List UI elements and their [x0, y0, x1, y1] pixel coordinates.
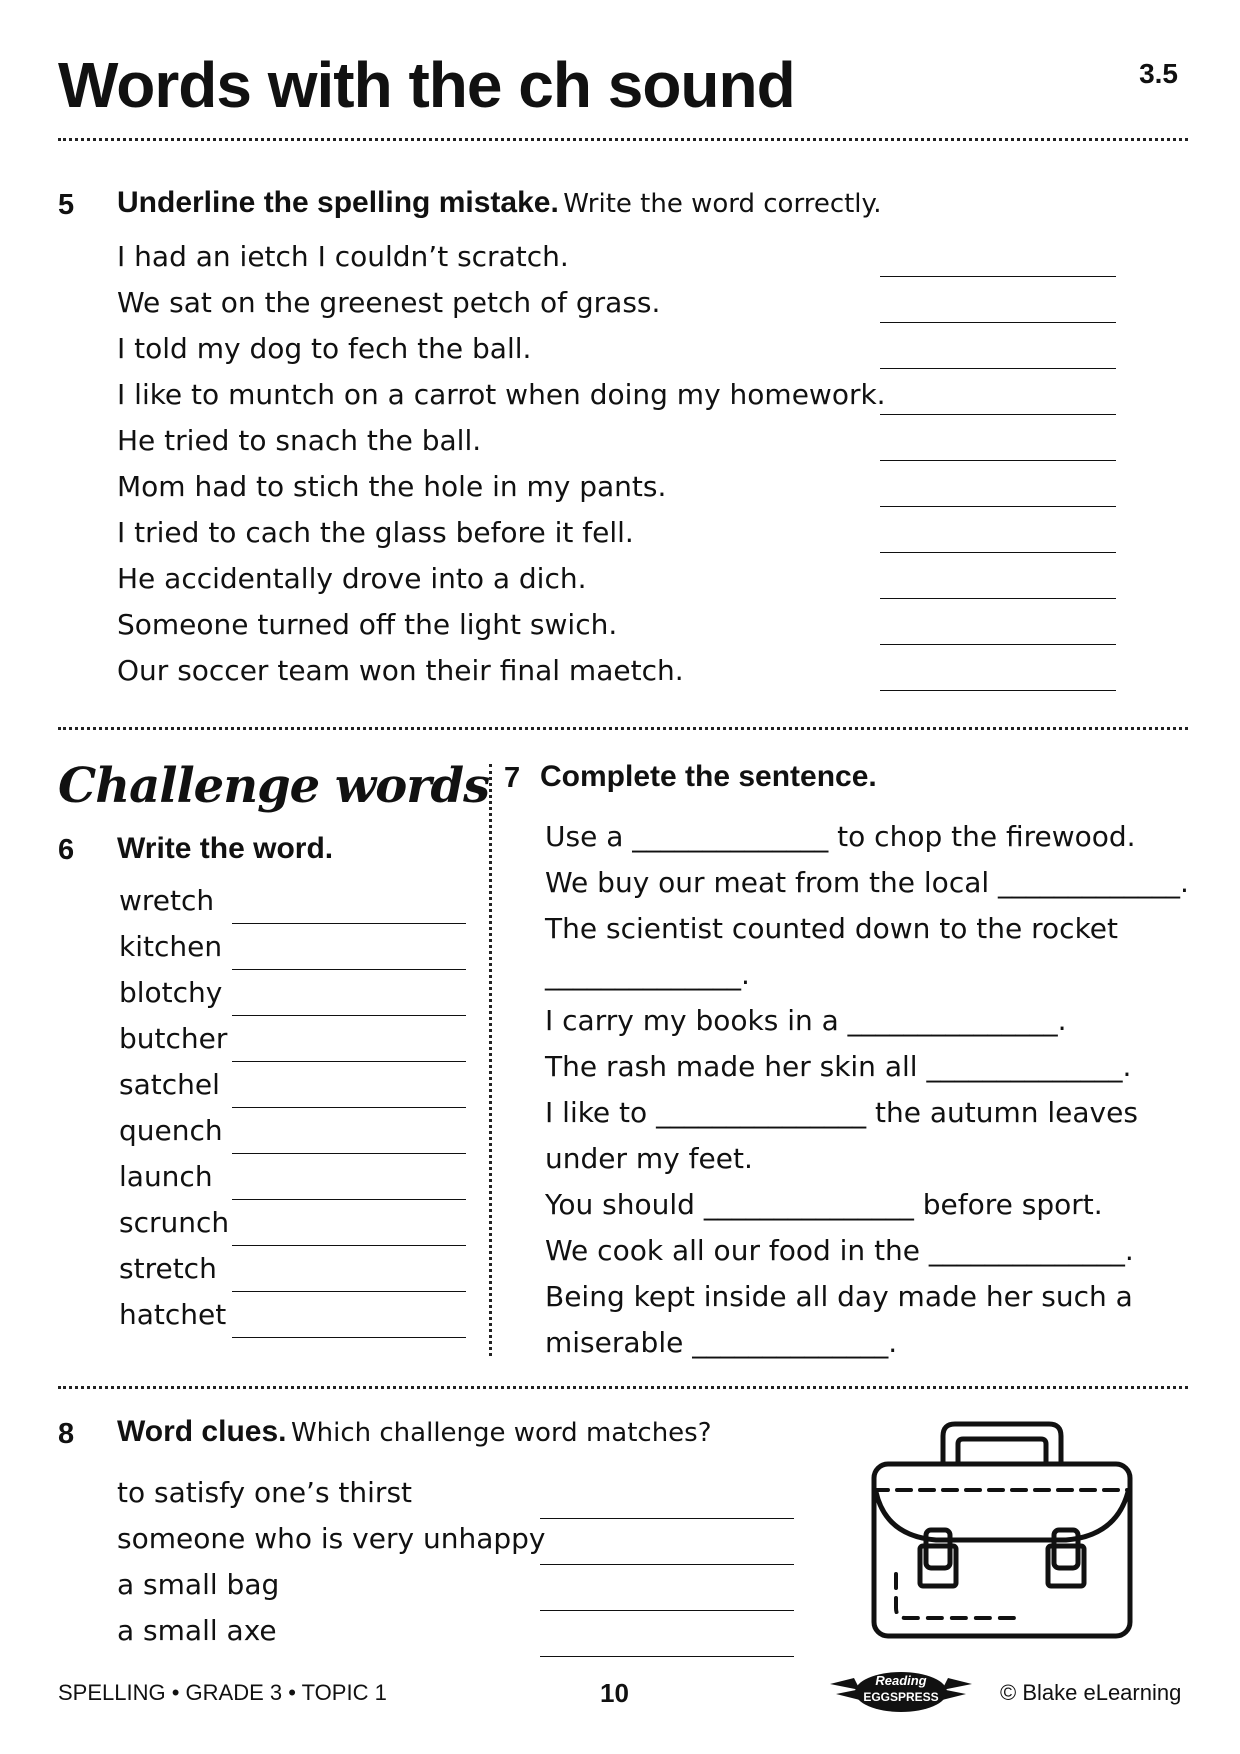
footer-course: SPELLING • GRADE 3 • TOPIC 1	[58, 1680, 387, 1705]
dotted-divider	[58, 727, 1188, 730]
challenge-word: quench	[119, 1114, 223, 1147]
satchel-icon	[866, 1418, 1136, 1640]
sentence: I told my dog to fech the ball.	[117, 332, 532, 365]
challenge-word: butcher	[119, 1022, 228, 1055]
page-code: 3.5	[1139, 58, 1178, 89]
answer-line[interactable]	[232, 1291, 466, 1292]
sentence: He accidentally drove into a dich.	[117, 562, 587, 595]
answer-line[interactable]	[880, 644, 1116, 645]
fill-in-sentence-line[interactable]: We cook all our food in the ______________.	[545, 1234, 1134, 1267]
page-number: 10	[600, 1678, 629, 1708]
answer-line[interactable]	[880, 460, 1116, 461]
sentence: We sat on the greenest petch of grass.	[117, 286, 661, 319]
answer-line[interactable]	[540, 1564, 794, 1565]
dotted-divider	[58, 138, 1188, 141]
challenge-word: blotchy	[119, 976, 223, 1009]
sentence: I had an ietch I couldn’t scratch.	[117, 240, 569, 273]
answer-line[interactable]	[880, 506, 1116, 507]
answer-line[interactable]	[880, 276, 1116, 277]
logo-text-line2: EGGSPRESS	[863, 1690, 939, 1704]
fill-in-sentence-line[interactable]: ______________.	[545, 958, 750, 991]
answer-line[interactable]	[540, 1656, 794, 1657]
answer-line[interactable]	[232, 969, 466, 970]
fill-in-sentence-line[interactable]: We buy our meat from the local _____________.	[545, 866, 1189, 899]
question-heading: Underline the spelling mistake.	[117, 186, 559, 219]
answer-line[interactable]	[232, 1245, 466, 1246]
challenge-word: satchel	[119, 1068, 220, 1101]
fill-in-sentence-line[interactable]: Being kept inside all day made her such a	[545, 1280, 1133, 1313]
question-5-heading	[117, 186, 881, 220]
fill-in-sentence-line[interactable]: The scientist counted down to the rocket	[545, 912, 1118, 945]
question-instruction: Which challenge word matches?	[290, 1418, 712, 1448]
dotted-divider	[58, 1386, 1188, 1389]
question-7-heading: Complete the sentence.	[540, 760, 877, 793]
answer-line[interactable]	[232, 1153, 466, 1154]
question-number: 8	[58, 1418, 75, 1450]
word-clue: someone who is very unhappy	[117, 1522, 546, 1555]
answer-line[interactable]	[232, 1107, 466, 1108]
sentence: Someone turned off the light swich.	[117, 608, 618, 641]
word-clue: to satisfy one’s thirst	[117, 1476, 413, 1509]
challenge-word: stretch	[119, 1252, 217, 1285]
page-title: Words with the ch sound	[58, 49, 795, 121]
answer-line[interactable]	[880, 598, 1116, 599]
question-6-heading: Write the word.	[117, 832, 334, 865]
answer-line[interactable]	[880, 414, 1116, 415]
question-heading: Word clues.	[117, 1415, 287, 1448]
challenge-words-title: Challenge words	[58, 758, 490, 814]
answer-line[interactable]	[880, 552, 1116, 553]
fill-in-sentence-line[interactable]: I carry my books in a _______________.	[545, 1004, 1067, 1037]
fill-in-sentence-line[interactable]: miserable ______________.	[545, 1326, 898, 1359]
sentence: Mom had to stich the hole in my pants.	[117, 470, 667, 503]
sentence: He tried to snach the ball.	[117, 424, 482, 457]
fill-in-sentence-line[interactable]: Use a ______________ to chop the firewood.	[545, 820, 1136, 853]
reading-eggspress-logo	[826, 1668, 976, 1716]
fill-in-sentence-line[interactable]: I like to _______________ the autumn leaves	[545, 1096, 1138, 1129]
challenge-word: kitchen	[119, 930, 223, 963]
answer-line[interactable]	[232, 1061, 466, 1062]
word-clue: a small bag	[117, 1568, 280, 1601]
question-number: 7	[504, 762, 521, 794]
sentence: I like to muntch on a carrot when doing my homework.	[117, 378, 886, 411]
vertical-dotted-divider	[489, 764, 492, 1356]
answer-line[interactable]	[232, 1199, 466, 1200]
challenge-word: launch	[119, 1160, 213, 1193]
question-8-heading	[117, 1415, 712, 1449]
answer-line[interactable]	[880, 322, 1116, 323]
fill-in-sentence-line[interactable]: under my feet.	[545, 1142, 753, 1175]
answer-line[interactable]	[232, 1015, 466, 1016]
sentence: I tried to cach the glass before it fell.	[117, 516, 634, 549]
answer-line[interactable]	[540, 1518, 794, 1519]
answer-line[interactable]	[880, 690, 1116, 691]
challenge-word: scrunch	[119, 1206, 230, 1239]
question-number: 6	[58, 834, 75, 866]
copyright: © Blake eLearning	[1000, 1680, 1182, 1705]
fill-in-sentence-line[interactable]: The rash made her skin all ______________.	[545, 1050, 1132, 1083]
challenge-word: wretch	[119, 884, 215, 917]
challenge-word: hatchet	[119, 1298, 227, 1331]
question-instruction: Write the word correctly.	[563, 189, 882, 219]
answer-line[interactable]	[232, 923, 466, 924]
answer-line[interactable]	[540, 1610, 794, 1611]
logo-text-line1: Reading	[875, 1673, 927, 1688]
fill-in-sentence-line[interactable]: You should _______________ before sport.	[545, 1188, 1103, 1221]
sentence: Our soccer team won their final maetch.	[117, 654, 684, 687]
answer-line[interactable]	[232, 1337, 466, 1338]
word-clue: a small axe	[117, 1614, 277, 1647]
question-number: 5	[58, 189, 75, 221]
answer-line[interactable]	[880, 368, 1116, 369]
